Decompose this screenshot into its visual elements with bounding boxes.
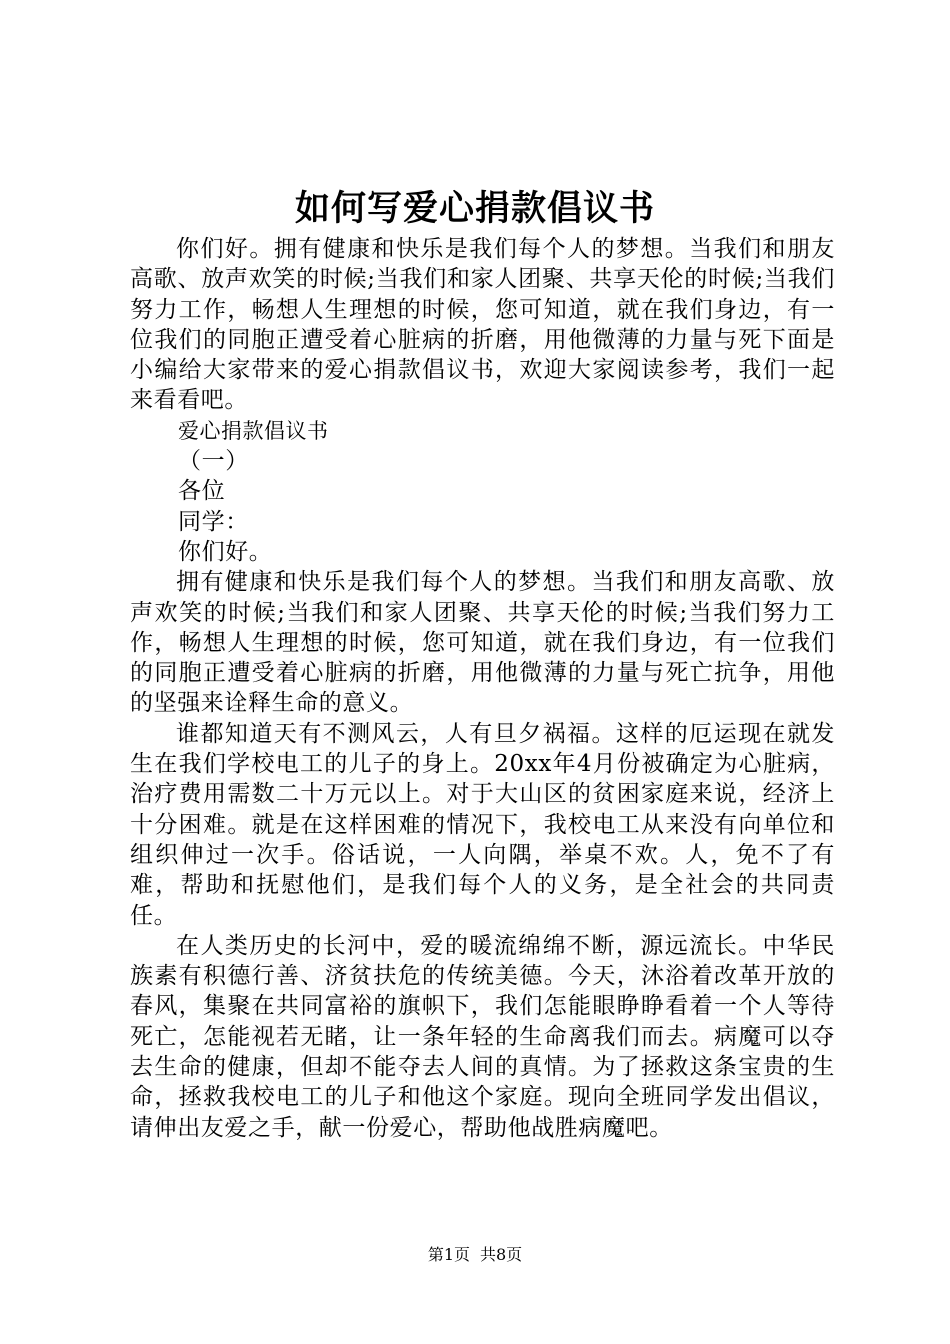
- body-paragraph: 谁都知道天有不测风云，人有旦夕祸福。这样的厄运现在就发生在我们学校电工的儿子的身上。20xx年4月份被确定为心脏病，治疗费用需数二十万元以上。对于大山区的贫困家庭来说，经济上十分困难。就是在这样困难的情况下，我校电工从来没有向单位和组织伸过一次手。俗话说，一人向隅，举桌不欢。人，免不了有难，帮助和抚慰他们，是我们每个人的义务，是全社会的共同责任。: [130, 720, 835, 929]
- page-footer: [0, 1244, 950, 1266]
- section-heading: 爱心捐款倡议书: [178, 418, 329, 443]
- intro-paragraph: 你们好。拥有健康和快乐是我们每个人的梦想。当我们和朋友高歌、放声欢笑的时候;当我们和家人团聚、共享天伦的时候;当我们努力工作，畅想人生理想的时候，您可知道，就在我们身边，有一位我们的同胞正遭受着心脏病的折磨，用他微薄的力量与死下面是小编给大家带来的爱心捐款倡议书，欢迎大家阅读参考，我们一起来看看吧。: [130, 236, 835, 414]
- section-number: （一）: [178, 448, 249, 475]
- salutation-line-1: 各位: [178, 478, 226, 505]
- document-body: [130, 234, 835, 1143]
- body-paragraph: 拥有健康和快乐是我们每个人的梦想。当我们和朋友高歌、放声欢笑的时候;当我们和家人团聚、共享天伦的时候;当我们努力工作，畅想人生理想的时候，您可知道，就在我们身边，有一位我们的同胞正遭受着心脏病的折磨，用他微薄的力量与死亡抗争，用他的坚强来诠释生命的意义。: [130, 569, 835, 717]
- page-number-current: 第1页: [427, 1245, 470, 1264]
- greeting: 你们好。: [178, 538, 273, 565]
- document-title: 如何写爱心捐款倡议书: [294, 188, 655, 229]
- body-paragraph: 在人类历史的长河中，爱的暖流绵绵不断，源远流长。中华民族素有积德行善、济贫扶危的传统美德。今天，沐浴着改革开放的春风，集聚在共同富裕的旗帜下，我们怎能眼睁睁看着一个人等待死亡，怎能视若无睹，让一条年轻的生命离我们而去。病魔可以夺去生命的健康，但却不能夺去人间的真情。为了拯救这条宝贵的生命，拯救我校电工的儿子和他这个家庭。现向全班同学发出倡议，请伸出友爱之手，献一份爱心，帮助他战胜病魔吧。: [130, 932, 835, 1141]
- page-number-total: 共8页: [480, 1245, 523, 1264]
- salutation-line-2: 同学：: [178, 508, 249, 535]
